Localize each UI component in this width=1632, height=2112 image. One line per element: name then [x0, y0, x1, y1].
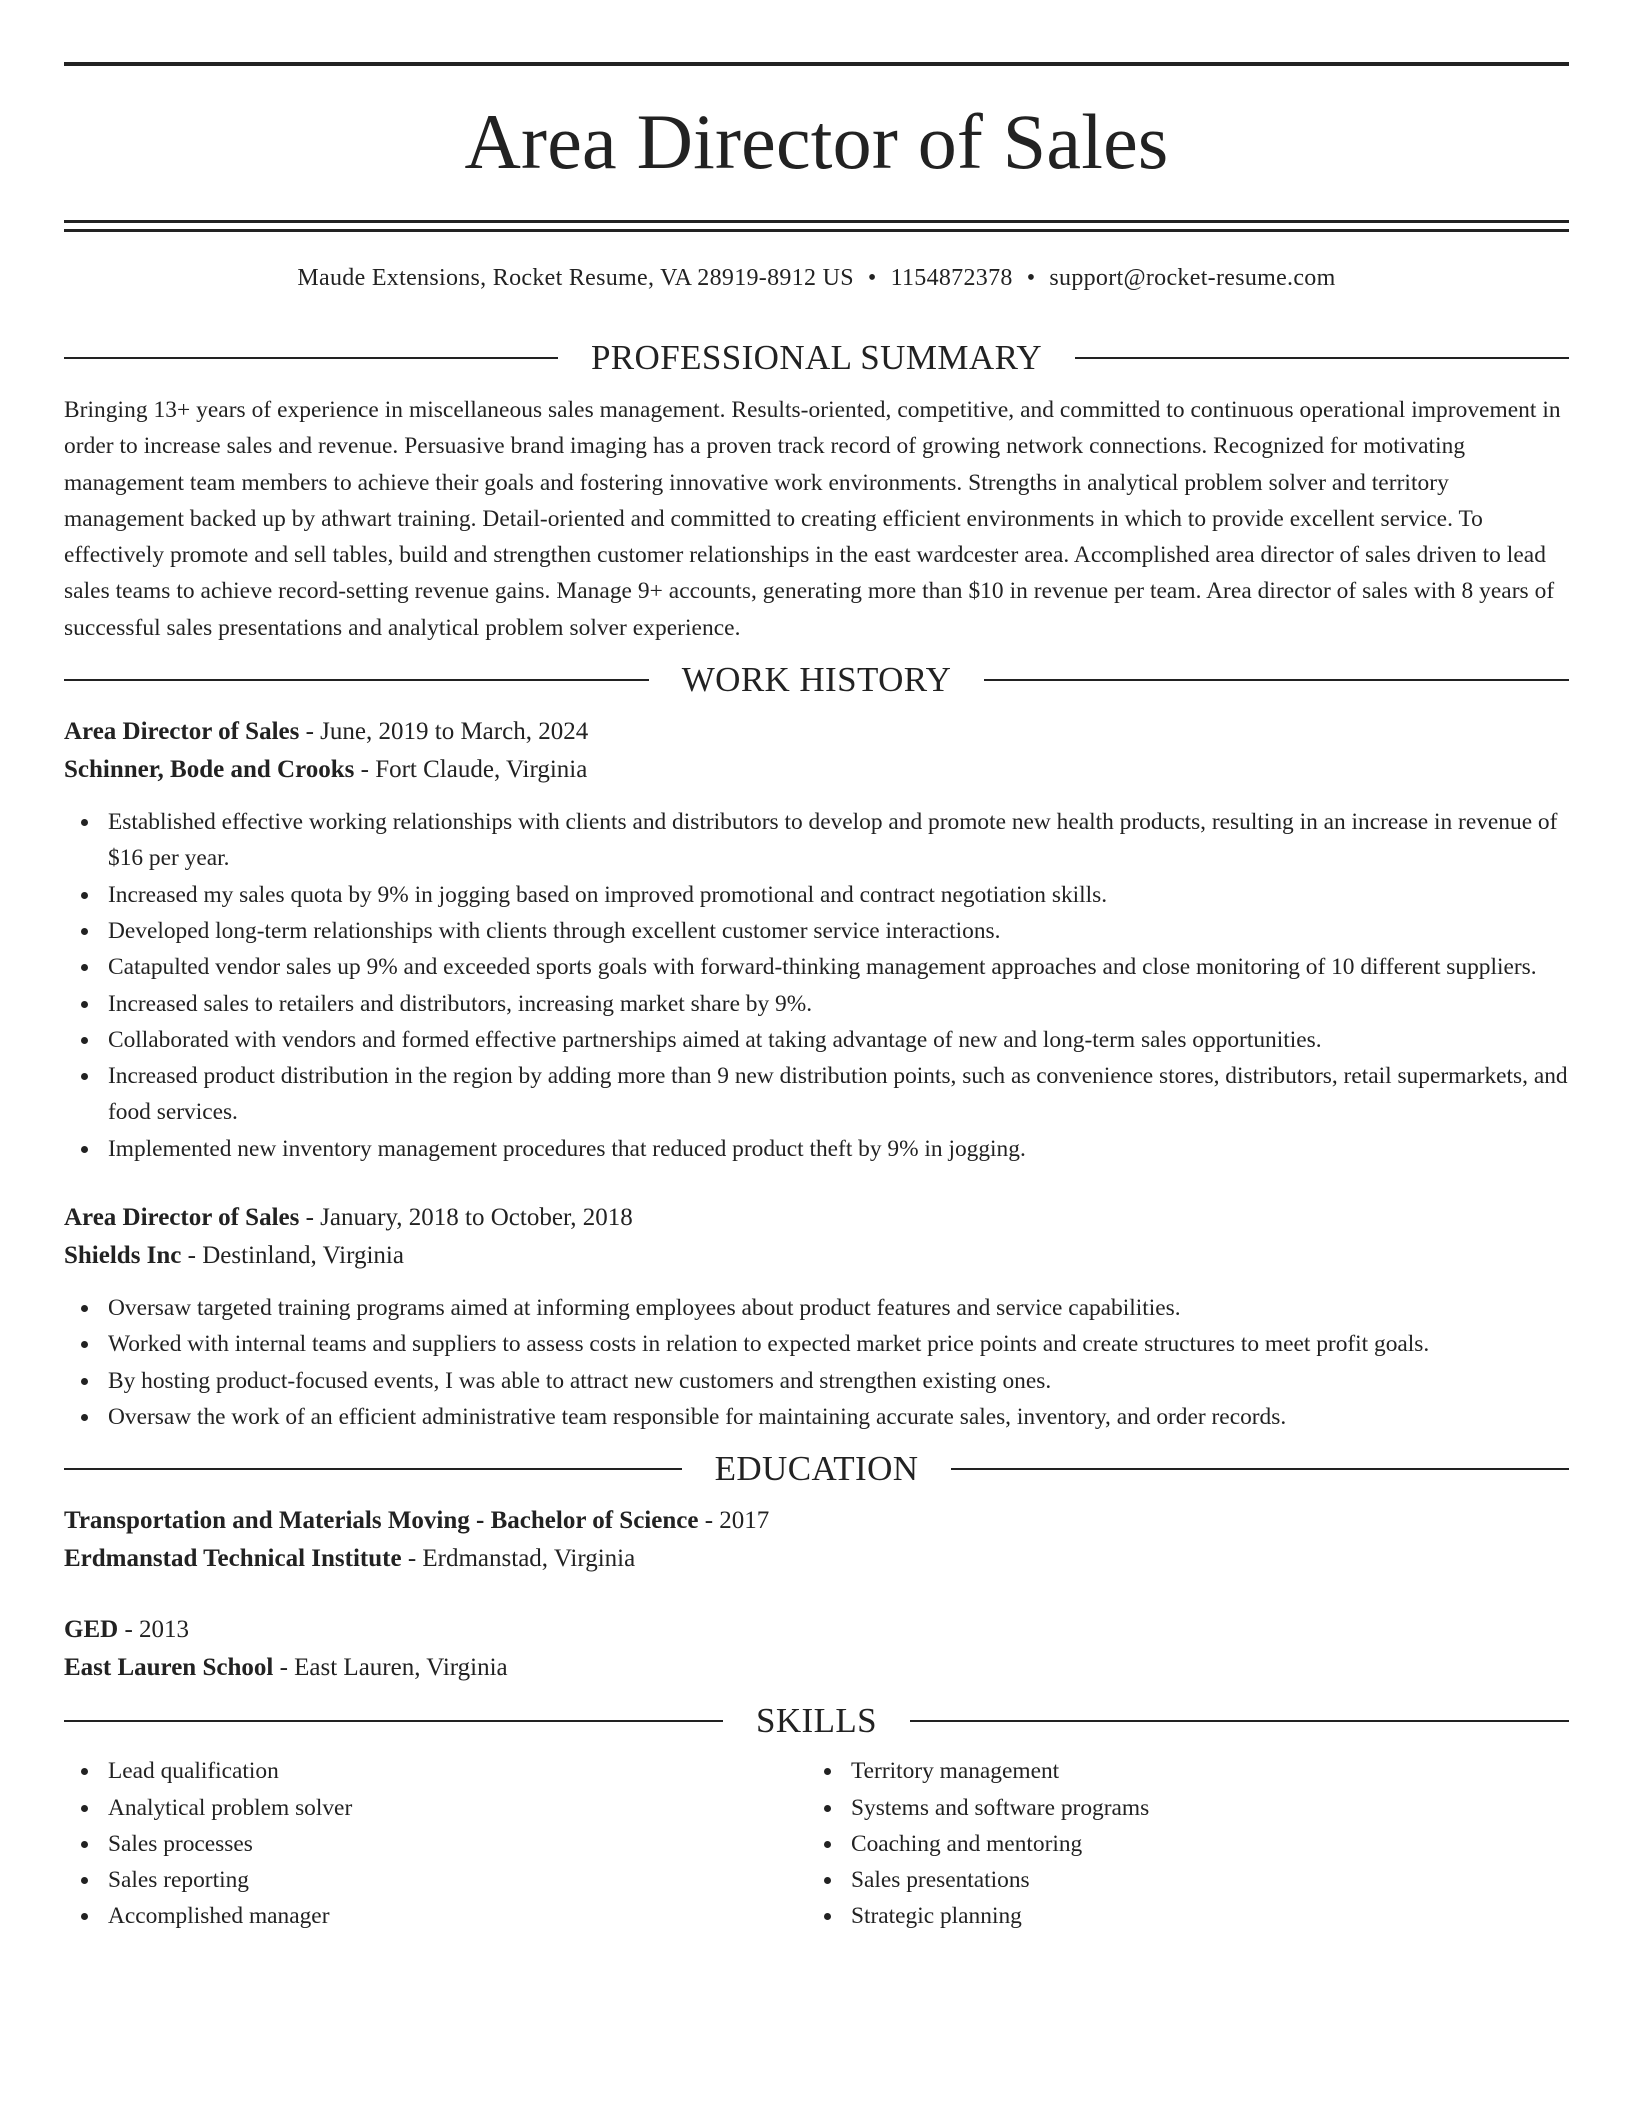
- job-title-line: [64, 1199, 1569, 1237]
- job-entry: [64, 1199, 1569, 1435]
- summary-text: Bringing 13+ years of experience in miscellaneous sales management. Results-oriented, competitive, and committed to continuous operational improvement in order to increase sales and revenue. Persuasive brand imaging has a proven track record of growing network connections. Recognized for motivating management team members to achieve their goals and fostering innovative work environments. Strengths in analytical problem solver and territory management backed up by athwart training. Detail-oriented and committed to creating efficient environments in which to provide excellent service. To effectively promote and sell tables, build and strengthen customer relationships in the east wardcester area. Accomplished area director of sales driven to lead sales teams to achieve record-setting revenue gains. Manage 9+ accounts, generating more than $10 in revenue per team. Area director of sales with 8 years of successful sales presentations and analytical problem solver experience.: [64, 397, 1561, 641]
- skill-item: Sales presentations: [851, 1862, 1569, 1898]
- section-rule: [64, 679, 649, 681]
- job-bullet: Established effective working relationships with clients and distributors to develop and promote new health products, resulting in an increase in revenue of $16 per year.: [108, 804, 1569, 877]
- section-rule: [64, 357, 558, 359]
- education-entry: [64, 1502, 1569, 1578]
- job-company-line: [64, 751, 1569, 789]
- degree-year: - 2013: [118, 1616, 190, 1644]
- job-location: - Destinland, Virginia: [181, 1242, 404, 1270]
- skill-item: Strategic planning: [851, 1898, 1569, 1934]
- job-title: Area Director of Sales: [64, 718, 300, 746]
- skill-item: Accomplished manager: [108, 1898, 807, 1934]
- contact-separator: •: [867, 265, 877, 291]
- summary-heading: PROFESSIONAL SUMMARY: [590, 338, 1043, 377]
- job-bullet: Increased my sales quota by 9% in jogging based on improved promotional and contract negotiation skills.: [108, 877, 1569, 913]
- job-bullet: Oversaw the work of an efficient administrative team responsible for maintaining accurate sales, inventory, and order records.: [108, 1399, 1569, 1435]
- job-bullet: Collaborated with vendors and formed effective partnerships aimed at taking advantage of new and long-term sales opportunities.: [108, 1022, 1569, 1058]
- job-company-line: [64, 1237, 1569, 1275]
- degree-name: Transportation and Materials Moving - Bachelor of Science: [64, 1507, 699, 1535]
- skill-item: Coaching and mentoring: [851, 1826, 1569, 1862]
- section-rule: [951, 1468, 1569, 1470]
- skill-item: Territory management: [851, 1753, 1569, 1789]
- job-dates: - January, 2018 to October, 2018: [299, 1204, 633, 1232]
- education-entry: [64, 1611, 1569, 1687]
- contact-separator: •: [1026, 265, 1036, 291]
- job-bullet: Increased product distribution in the region by adding more than 9 new distribution points, such as convenience stores, distributors, retail supermarkets, and food services.: [108, 1058, 1569, 1131]
- job-title: Area Director of Sales: [64, 1204, 300, 1232]
- section-rule: [984, 679, 1569, 681]
- degree-name: GED: [64, 1616, 119, 1644]
- job-dates: - June, 2019 to March, 2024: [299, 718, 589, 746]
- degree-line: [64, 1502, 1569, 1540]
- job-bullet: Implemented new inventory management procedures that reduced product theft by 9% in jogging.: [108, 1131, 1569, 1167]
- contact-address: Maude Extensions, Rocket Resume, VA 28919-8912 US: [297, 265, 854, 291]
- section-rule: [64, 1468, 682, 1470]
- school-name: Erdmanstad Technical Institute: [64, 1545, 402, 1573]
- skills-section-header: [64, 1701, 1569, 1741]
- section-rule: [64, 1720, 723, 1722]
- job-company: Shields Inc: [64, 1242, 182, 1270]
- top-rule: [64, 62, 1569, 66]
- section-rule: [910, 1720, 1569, 1722]
- header-double-rule: [64, 220, 1569, 232]
- job-company: Schinner, Bode and Crooks: [64, 756, 355, 784]
- school-name: East Lauren School: [64, 1654, 274, 1682]
- skills-list-left: [64, 1753, 807, 1934]
- job-bullet: Increased sales to retailers and distributors, increasing market share by 9%.: [108, 986, 1569, 1022]
- contact-phone: 1154872378: [890, 265, 1013, 291]
- skill-item: Systems and software programs: [851, 1790, 1569, 1826]
- skills-columns: [64, 1753, 1569, 1934]
- job-bullet-list: [64, 804, 1569, 1167]
- contact-line: [64, 263, 1569, 293]
- work-section-header: [64, 660, 1569, 700]
- skill-item: Sales processes: [108, 1826, 807, 1862]
- school-line: [64, 1540, 1569, 1578]
- education-section-header: [64, 1449, 1569, 1489]
- degree-year: - 2017: [698, 1507, 770, 1535]
- section-rule: [1075, 357, 1569, 359]
- candidate-name: Area Director of Sales: [464, 98, 1169, 185]
- skills-heading: SKILLS: [755, 1701, 878, 1741]
- job-bullet: Developed long-term relationships with clients through excellent customer service interactions.: [108, 913, 1569, 949]
- school-location: - Erdmanstad, Virginia: [401, 1545, 636, 1573]
- job-bullet: Catapulted vendor sales up 9% and exceeded sports goals with forward-thinking management approaches and close monitoring of 10 different suppliers.: [108, 949, 1569, 985]
- school-line: [64, 1649, 1569, 1687]
- school-location: - East Lauren, Virginia: [273, 1654, 508, 1682]
- job-bullet: By hosting product-focused events, I was able to attract new customers and strengthen existing ones.: [108, 1363, 1569, 1399]
- job-bullet: Worked with internal teams and suppliers to assess costs in relation to expected market price points and create structures to meet profit goals.: [108, 1326, 1569, 1362]
- job-bullet: Oversaw targeted training programs aimed at informing employees about product features and service capabilities.: [108, 1290, 1569, 1326]
- contact-email: support@rocket-resume.com: [1049, 265, 1336, 291]
- job-location: - Fort Claude, Virginia: [354, 756, 588, 784]
- job-bullet-list: [64, 1290, 1569, 1435]
- job-entry: [64, 713, 1569, 1167]
- summary-section-header: [64, 338, 1569, 378]
- job-title-line: [64, 713, 1569, 751]
- skill-item: Analytical problem solver: [108, 1790, 807, 1826]
- education-heading: EDUCATION: [714, 1449, 919, 1489]
- work-heading: WORK HISTORY: [681, 660, 952, 700]
- resume-page: [64, 62, 1569, 1935]
- skills-list-right: [807, 1753, 1569, 1934]
- skill-item: Lead qualification: [108, 1753, 807, 1789]
- degree-line: [64, 1611, 1569, 1649]
- skill-item: Sales reporting: [108, 1862, 807, 1898]
